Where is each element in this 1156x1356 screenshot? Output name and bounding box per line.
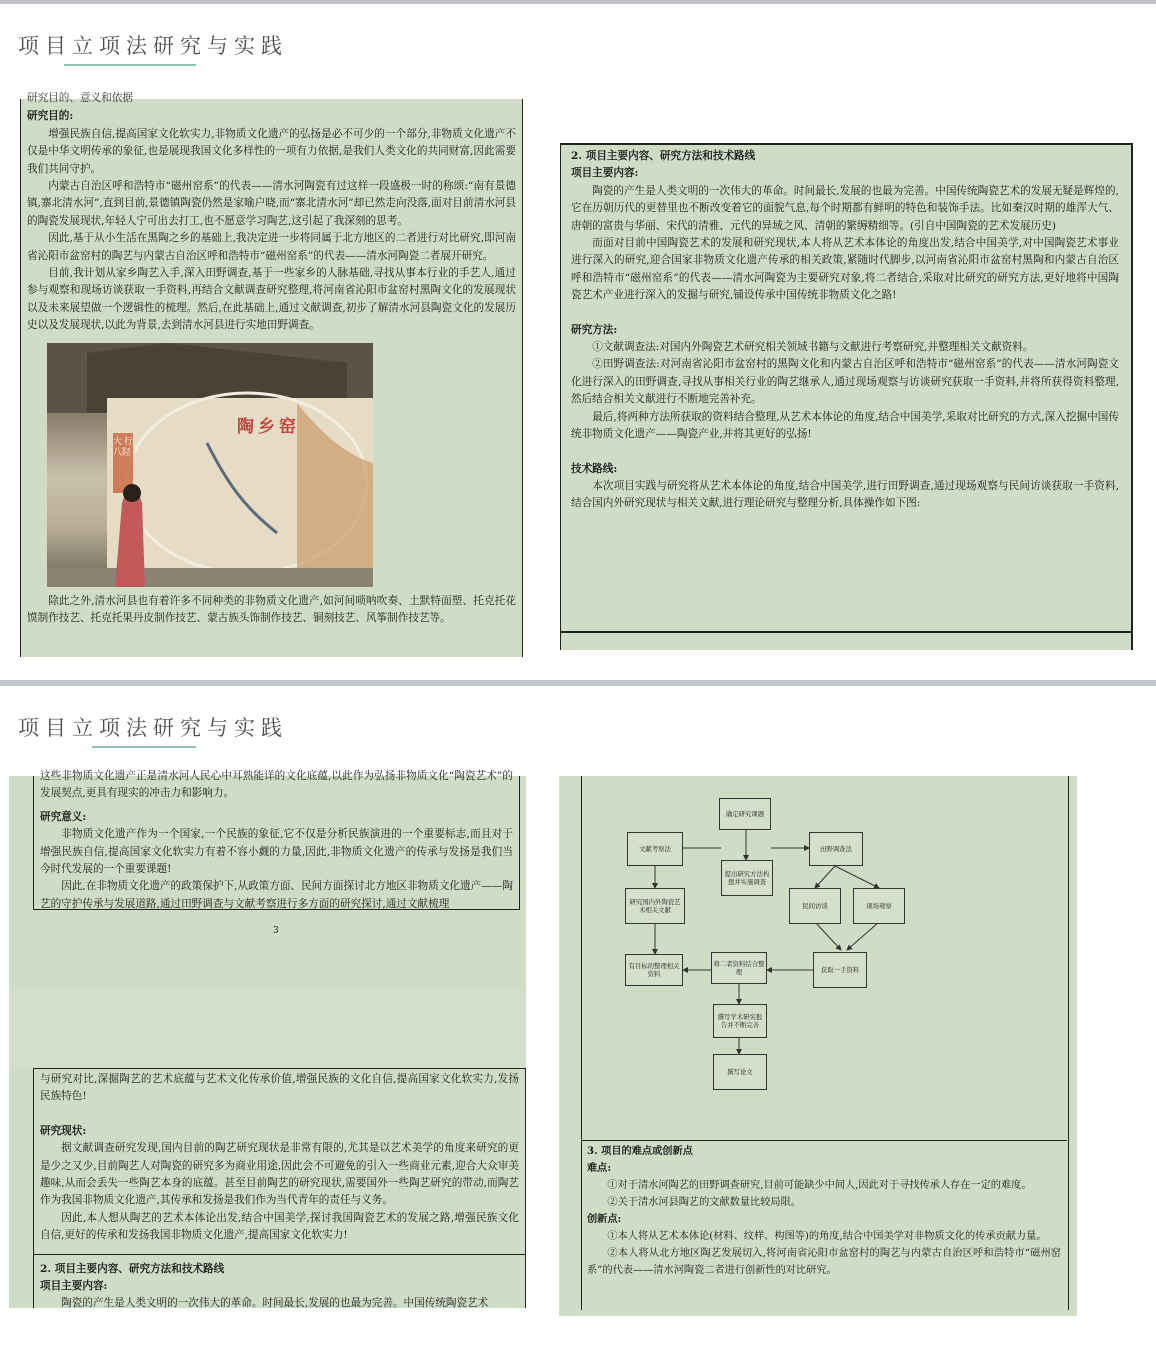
paragraph: 非物质文化遗产作为一个国家,一个民族的象征,它不仅是分析民族演进的一个重要标志,而且对于增强民族自信,提高国家文化软实力有着不容小觑的力量,因此,非物质文化遗产的传承与发扬是我们当今时代发展的一个重要课题! [40,828,513,876]
mural-photo [47,343,373,587]
title-underline-1 [64,64,196,66]
doc-page-1 [20,92,523,657]
purpose-heading: 研究目的: [27,110,74,123]
content-heading: 项目主要内容: [40,1280,108,1293]
flow-node: 现场观察 [853,888,905,924]
top-divider [0,0,1156,4]
section-heading: 3. 项目的难点或创新点 [587,1145,693,1157]
mural-photo-drawing [47,343,373,587]
paragraph: 增强民族自信,提高国家文化软实力,非物质文化遗产的弘扬是必不可少的一个部分,非物质文化遗产不仅是中华文明传承的象征,也是展现我国文化多样性的一项有力依据,是我们人类文化的共同财富,因此需要我们共同守护。 [27,127,516,175]
paragraph: 因此,基于从小生活在黑陶之乡的基础上,我决定进一步将同属于北方地区的二者进行对比研究,即河南省沁阳市盆窑村的陶艺与内蒙古自治区呼和浩特市“磁州窑系”的代表——清水河陶瓷二者展开研究。 [27,232,516,262]
paragraph: ①文献调查法:对国内外陶瓷艺术研究相关领域书籍与文献进行考察研究,并整理相关文献资料。 [592,341,1034,354]
flow-node: 撰写学术研究报告并不断完善 [713,1004,767,1038]
meaning-heading: 研究意义: [40,810,87,823]
flow-node: 民间访谈 [789,888,841,924]
paragraph: 内蒙古自治区呼和浩特市“磁州窑系”的代表——清水河陶瓷有过这样一段盛极一时的称颂:“南有景德镇,寨北清水河”,直到目前,景德镇陶瓷仍然是家喻户晓,而“寨北清水河”却已然走向没落,面对目前清水河县的陶瓷发展现状,年轻人宁可出去打工,也不愿意学习陶艺,这引起了我深刻的思考。 [27,180,516,227]
flow-node: 将二者资料结合整理 [711,952,767,984]
section-heading: 2. 项目主要内容、研究方法和技术路线 [571,150,756,162]
paragraph: 据文献调查研究发现,国内目前的陶艺研究现状是非常有限的,尤其是以艺术美学的角度来研究的更是少之又少,目前陶艺人对陶瓷的研究多为商业用途,因此会不可避免的引入一些商业元素,迎合大众审美趣味,从而会丢失一些陶艺本身的底蕴。甚至目前陶艺的研究现状,需要国外一些陶艺研究的带动,而陶艺作为我国非物质文化遗产,其传承和发扬是我们作为当代青年的责任与义务。 [40,1142,519,1207]
slide-divider [0,680,1156,686]
doc-page-3 [9,770,526,1310]
paragraph: ②关于清水河县陶艺的文献数量比较局限。 [607,1197,801,1208]
innovation-heading: 创新点: [587,1213,622,1225]
paragraph: 而面对目前中国陶瓷艺术的发展和研究现状,本人将从艺术本体论的角度出发,结合中国美学,对中国陶瓷艺术事业进行深入的研究,迎合国家非物质文化遗产传承的相关政策,紧随时代脚步,以河南省沁阳市盆窑村黑陶和内蒙古自治区呼和浩特市“磁州窑系”的代表——清水河陶瓷为主要研究对象,将二者结合,采取对比研究的研究方法,更好地将中国陶瓷艺术产业进行深入的发掘与研究,铺设传承中国传统非物质文化之路! [571,237,1119,302]
page-gap [9,990,526,1070]
paragraph: 因此,本人想从陶艺的艺术本体论出发,结合中国美学,探讨我国陶瓷艺术的发展之路,增强民族文化自信,更好的传承和发扬我国非物质文化遗产,提高国家文化软实力! [40,1211,519,1242]
flow-node: 获取一手资料 [813,952,867,988]
page-lower-part [33,1068,526,1308]
flow-node: 研究国内外陶瓷艺术相关文献 [625,888,685,924]
paragraph: 除此之外,清水河县也有着许多不同种类的非物质文化遗产,如河间唢呐吹奏、土默特面塑、托克托花馍制作技艺、托克托果丹皮制作技艺、蒙古族头饰制作技艺、铜刻技艺、风筝制作技艺等。 [27,594,516,625]
page-number: 3 [273,926,279,936]
flow-node: 文献考察法 [627,832,683,866]
mural-side-text: 大行八陉 [113,436,133,458]
flow-node: 田野调查法 [809,832,863,866]
method-heading: 研究方法: [571,323,618,336]
difficulty-heading: 难点: [587,1162,612,1174]
table-bottom-border [561,631,1131,633]
flow-node: 提出研究方法构想并实施调查 [721,860,773,896]
mural-title: 陶乡窑 [237,416,300,437]
paragraph: 因此,在非物质文化遗产的政策保护下,从政策方面、民间方面探讨北方地区非物质文化遗产——陶艺的守护传承与发展道路,通过田野调查与文献考察进行多方面的研究探讨,通过文献梳理 [40,880,513,910]
paragraph: 与研究对比,深掘陶艺的艺术底蕴与艺术文化传承价值,增强民族的文化自信,提高国家文化软实力,发扬民族特色! [40,1073,519,1103]
paragraph: 陶瓷的产生是人类文明的一次伟大的革命。时间最长,发展的也最为完善。中国传统陶瓷艺术的发展无疑是辉煌的,它在历朝历代的更替里也不断改变着它的面貌气息,每个时期都有鲜明的特色和装饰手法。比如秦汉时期的雄浑大气、唐朝的富贵与华丽、宋代的清雅、元代的异域之风、清朝的繁缛精细等。(引自中国陶瓷的艺术发展历史) [571,184,1119,232]
flow-node: 有目标的整理相关资料 [625,954,683,986]
doc-page-2 [560,143,1133,650]
cut-line: 研究目的、意义和依据 [27,92,133,104]
doc-page-4 [559,776,1077,1316]
paragraph: 目前,我计划从家乡陶艺入手,深入田野调查,基于一些家乡的人脉基础,寻找从事本行业的手艺人,通过参与观察和现场访谈获取一手资料,再结合文献调查研究整理,将河南省沁阳市盆窑村黑陶文化的发展现状以及未来展望做一个逻辑性的梳理。然后,在此基础上,通过文献调查,初步了解清水河县陶瓷文化的发展历史以及发展现状,以此为背景,去到清水河县进行实地田野调查。 [27,267,516,332]
route-heading: 技术路线: [571,462,618,475]
slide-title-1: 项目立项法研究与实践 [18,34,288,58]
section-heading: 2. 项目主要内容、研究方法和技术路线 [40,1262,225,1275]
paragraph: ②本人将从北方地区陶艺发展切入,将河南省沁阳市盆窑村的陶艺与内蒙古自治区呼和浩特市“磁州窑系”的代表——清水河陶瓷二者进行创新性的对比研究。 [587,1248,1061,1276]
cut-line: 这些非物质文化遗产正是清水河人民心中耳熟能详的文化底蕴,以此作为弘扬非物质文化“陶瓷艺术”的发展契点,更具有现实的冲击力和影响力。 [40,770,513,800]
content-heading: 项目主要内容: [571,167,639,180]
table-top-border [561,143,1131,145]
paragraph: 本次项目实践与研究将从艺术本体论的角度,结合中国美学,进行田野调查,通过现场观察与民间访谈获取一手资料,结合国内外研究现状与相关文献,进行理论研究与整理分析,具体操作如下图: [571,479,1119,510]
slide-title-2: 项目立项法研究与实践 [18,716,288,740]
difficulty-section [581,1140,1067,1310]
paragraph: 陶瓷的产生是人类文明的一次伟大的革命。时间最长,发展的也最为完善。中国传统陶瓷艺术 [61,1297,489,1310]
page-upper-part [33,770,520,910]
status-heading: 研究现状: [40,1124,87,1137]
paragraph: ②田野调查法:对河南省沁阳市盆窑村的黑陶文化和内蒙古自治区呼和浩特市“磁州窑系”的代表——清水河陶瓷文化进行深入的田野调查,寻找从事相关行业的陶艺继承人,通过现场观察与访谈研究获取一手资料,并将所获得资料整理,然后结合相关文献进行不断地完善补充。 [571,358,1119,406]
paragraph: 最后,将两种方法所获取的资料结合整理,从艺术本体论的角度,结合中国美学,采取对比研究的方式,深入挖掘中国传统非物质文化遗产——陶瓷产业,并将其更好的弘扬! [571,410,1119,441]
flow-node: 确定研究课题 [719,798,771,830]
flow-node: 撰写论文 [713,1054,767,1090]
paragraph: ①对于清水河陶艺的田野调查研究,目前可能缺少中间人,因此对于寻找传承人存在一定的难度。 [607,1180,1032,1191]
paragraph: ①本人将从艺术本体论(材料、纹样、构图等)的角度,结合中国美学对非物质文化的传承贡献力量。 [607,1231,1047,1242]
title-underline-2 [92,746,196,748]
